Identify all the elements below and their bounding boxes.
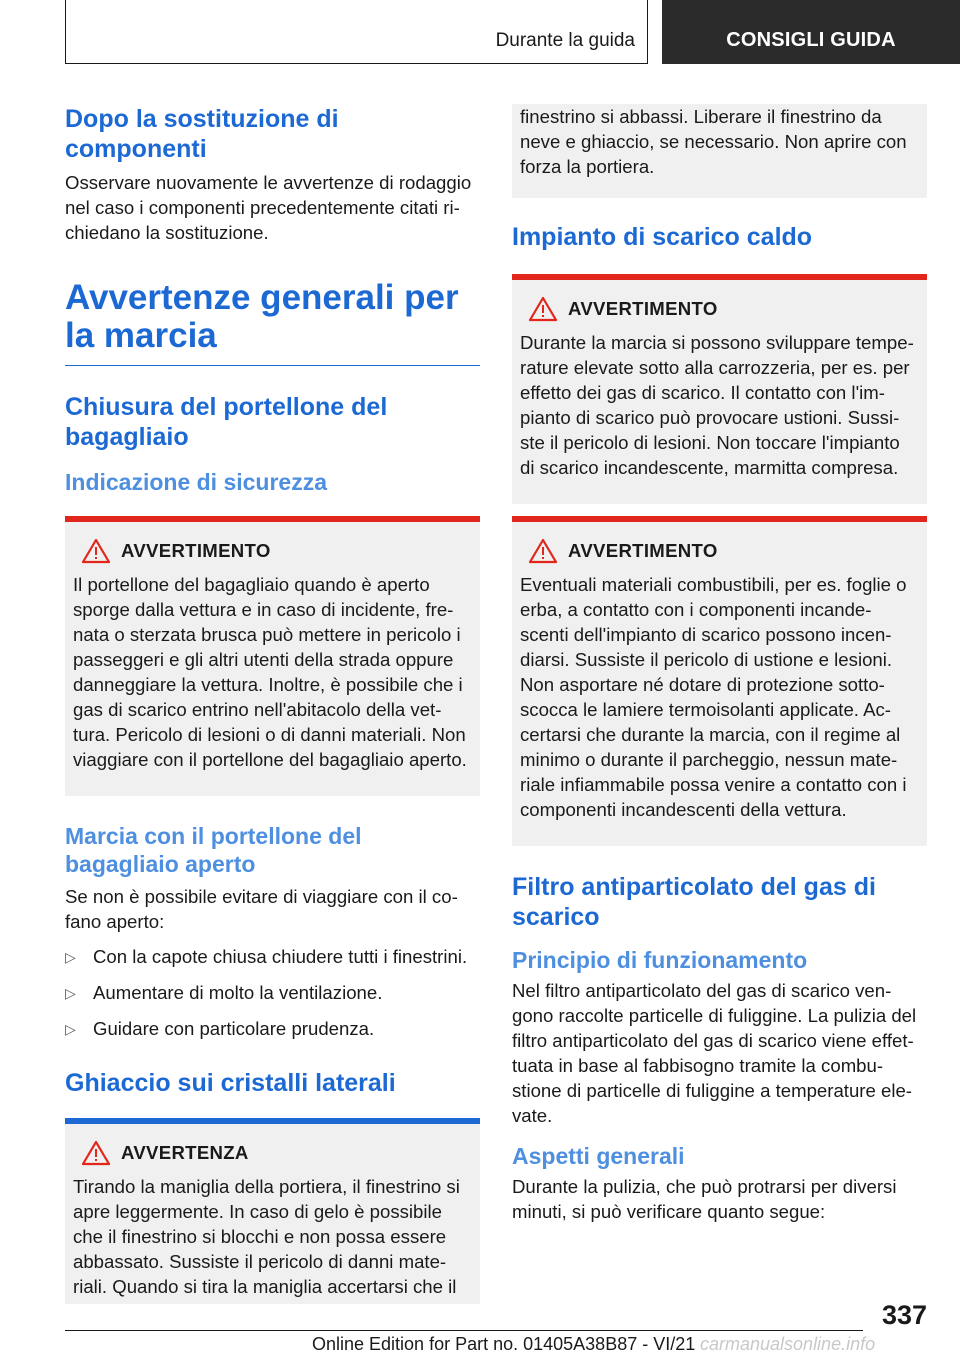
warning-bar xyxy=(512,274,927,280)
bullet-list xyxy=(65,944,480,1042)
heading-aspetti: Aspetti generali xyxy=(512,1143,685,1169)
warning-continuation xyxy=(512,104,927,198)
heading-principio: Principio di funzionamento xyxy=(512,947,808,973)
continuation-text: finestrino si abbassi. Liberare il finestrino da neve e ghiaccio, se necessario. Non aprire con forza la portiera. xyxy=(520,106,907,177)
list-item: ▷ Con la capote chiusa chiudere tutti i finestrini. xyxy=(65,944,480,970)
bullet-triangle-icon: ▷ xyxy=(65,985,76,1001)
paragraph-marcia: Se non è possibile evitare di viaggiare con il co-fano aperto: xyxy=(65,886,458,932)
chapter-tab-label: CONSIGLI GUIDA xyxy=(726,29,896,51)
left-column xyxy=(65,104,480,1304)
heading-marcia: Marcia con il portellone del bagagliaio aperto xyxy=(65,823,362,877)
warning-bar xyxy=(512,516,927,522)
warning-text: Eventuali materiali combustibili, per es. foglie o erba, a contatto con i componenti incande-scenti dell'impianto di scarico possono incen-diarsi. Sussiste il pericolo di ustione e lesioni. Non asportare né dotare di protezione sotto-scocca le lamiere termoisolanti applicate. Ac-certarsi che durante la marcia, con il regime al minimo o durante il parcheggio, nessun mate-riale infiammabile possa venire a contatto con i componenti incandescenti della vettura. xyxy=(520,574,907,820)
watermark: carmanualsonline.info xyxy=(700,1334,876,1354)
right-column xyxy=(512,104,927,1224)
warning-box-4 xyxy=(512,516,927,846)
warning-title: AVVERTIMENTO xyxy=(568,540,718,561)
list-item: ▷ Guidare con particolare prudenza. xyxy=(65,1016,480,1042)
chapter-tab[interactable] xyxy=(662,0,960,64)
warning-box-3 xyxy=(512,274,927,504)
warning-box-1 xyxy=(65,516,480,796)
warning-triangle-icon xyxy=(81,538,111,564)
warning-box-2 xyxy=(65,1118,480,1304)
bullet-triangle-icon: ▷ xyxy=(65,949,76,965)
warning-text: Tirando la maniglia della portiera, il finestrino si apre leggermente. In caso di gelo è possibile che il finestrino si blocchi e non possa essere abbassato. Sussiste il pericolo di danni mate-riali. Quando si tira la maniglia accertarsi che il xyxy=(73,1176,460,1297)
warning-text: Durante la marcia si possono sviluppare tempe-rature elevate sotto alla carrozzeria, per es. per effetto dei gas di scarico. Il contatto con l'im-pianto di scarico può provocare ustioni. Sussi-ste il pericolo di lesioni. Non toccare l'impianto di scarico incandescente, marmitta compresa. xyxy=(520,332,914,478)
heading-rule xyxy=(65,365,480,366)
notice-bar xyxy=(65,1118,480,1124)
list-item: ▷ Aumentare di molto la ventilazione. xyxy=(65,980,480,1006)
warning-text: Il portellone del bagagliaio quando è aperto sporge dalla vettura e in caso di incidente, fre-nata o sterzata brusca può mettere in pericolo i passeggeri e gli altri utenti della strada oppure danneggiare la vettura. Inoltre, è possibile che i gas di scarico entrino nell'abitacolo della vet-tura. Pericolo di lesioni o di danni materiali. Non viaggiare con il portellone del bagagliaio aperto. xyxy=(73,574,467,770)
footer-rule xyxy=(65,1330,863,1331)
header-frame xyxy=(65,0,648,64)
heading-filtro: Filtro antiparticolato del gas di scarico xyxy=(512,873,876,931)
paragraph-dopo: Osservare nuovamente le avvertenze di rodaggio nel caso i componenti precedentemente citati ri-chiedano la sostituzione. xyxy=(65,172,472,243)
warning-title: AVVERTIMENTO xyxy=(121,540,271,561)
warning-triangle-icon xyxy=(528,296,558,322)
heading-avvertenze: Avvertenze generali per la marcia xyxy=(65,278,459,355)
warning-triangle-icon xyxy=(81,1140,111,1166)
heading-impianto: Impianto di scarico caldo xyxy=(512,223,813,251)
heading-indicazione: Indicazione di sicurezza xyxy=(65,469,328,495)
heading-dopo: Dopo la sostituzione di componenti xyxy=(65,105,339,163)
paragraph-aspetti: Durante la pulizia, che può protrarsi per diversi minuti, si può verificare quanto segue: xyxy=(512,1176,897,1222)
heading-ghiaccio: Ghiaccio sui cristalli laterali xyxy=(65,1069,396,1097)
warning-bar xyxy=(65,516,480,522)
bullet-triangle-icon: ▷ xyxy=(65,1021,76,1037)
warning-title: AVVERTENZA xyxy=(121,1142,249,1163)
edition-text: Online Edition for Part no. 01405A38B87 - VI/21 xyxy=(312,1334,696,1354)
paragraph-principio: Nel filtro antiparticolato del gas di scarico ven-gono raccolte particelle di fuliggine. La pulizia del filtro antiparticolato del gas di scarico viene effet-tuata in base al fabbisogno tramite la combu-stione di particelle di fuliggine a temperature ele-vate. xyxy=(512,980,917,1126)
warning-title: AVVERTIMENTO xyxy=(568,298,718,319)
section-title: Durante la guida xyxy=(495,30,635,51)
warning-triangle-icon xyxy=(528,538,558,564)
heading-chiusura: Chiusura del portellone del bagagliaio xyxy=(65,393,388,451)
page-number: 337 xyxy=(881,1300,927,1330)
